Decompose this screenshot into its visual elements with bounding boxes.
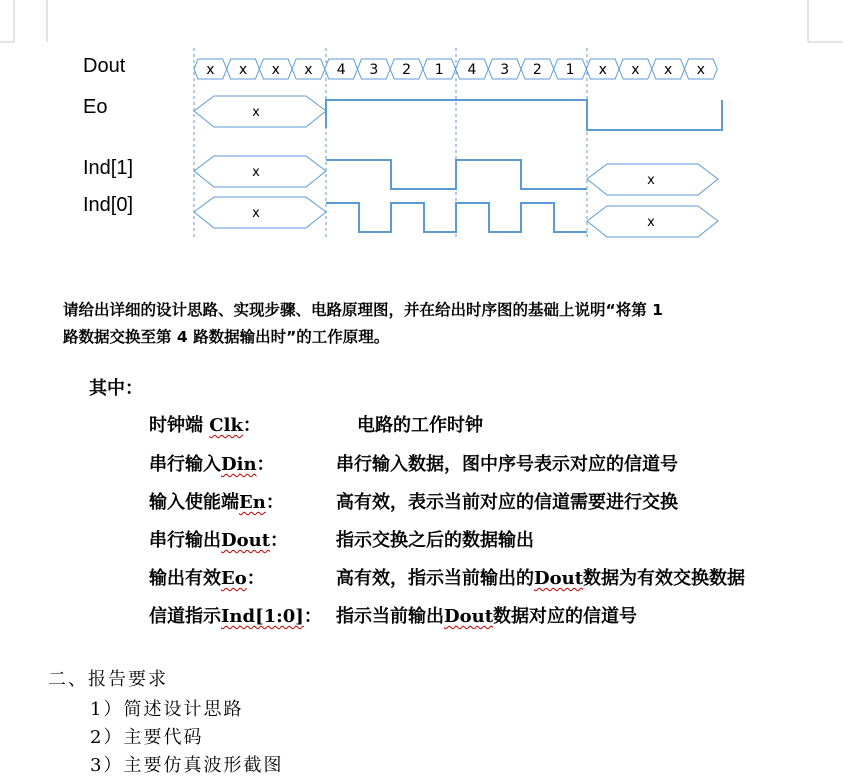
signal-label-ind0: Ind[0]	[83, 194, 134, 216]
desc-suffix: 数据为有效交换数据	[583, 568, 746, 589]
term-suffix: ：	[242, 415, 261, 436]
term-suffix: ：	[270, 530, 289, 551]
term-prefix: 输入使能端	[149, 492, 239, 513]
dout-bus-cell-label: x	[631, 62, 640, 78]
dout-bus-cell-label: 2	[402, 62, 412, 78]
term-signal-name: Eo	[221, 568, 247, 589]
dout-bus-cell-label: x	[664, 62, 673, 78]
dout-bus-cell-label: 3	[500, 62, 510, 78]
definition-term	[149, 450, 275, 476]
definition-term	[149, 526, 288, 552]
definition-desc	[336, 602, 637, 628]
ind1-unknown-label-left: x	[252, 165, 260, 180]
dout-bus-cell-label: x	[696, 62, 705, 78]
dout-bus-cell-label: 1	[434, 62, 444, 78]
question-line-1: 请给出详细的设计思路、实现步骤、电路原理图，并在给出时序图的基础上说明“将第 1	[63, 301, 663, 319]
signal-label-eo: Eo	[83, 96, 108, 118]
term-suffix: ：	[246, 568, 265, 589]
ind0-unknown-label-right: x	[647, 215, 655, 230]
definition-term	[149, 411, 261, 437]
ind1-unknown-hex-left	[194, 156, 326, 187]
eo-waveform	[326, 100, 722, 130]
term-prefix: 信道指示	[149, 606, 221, 627]
term-signal-name: Ind[1:0]	[221, 606, 304, 627]
eo-unknown-label: x	[252, 105, 260, 120]
definition-term	[149, 488, 284, 514]
desc-prefix: 电路的工作时钟	[357, 415, 483, 436]
term-suffix: ：	[303, 606, 322, 627]
dout-bus-cell-label: x	[206, 62, 215, 78]
dout-bus-cell-label: 3	[369, 62, 379, 78]
term-suffix: ：	[256, 454, 275, 475]
desc-signal-name: Dout	[444, 606, 494, 627]
dout-bus-cell-label: 2	[532, 62, 542, 78]
question-line-2: 路数据交换至第 4 路数据输出时”的工作原理。	[63, 328, 390, 346]
definitions-heading: 其中：	[89, 378, 143, 399]
report-section-title: 二、报告要求	[48, 669, 168, 690]
report-item: 1）简述设计思路	[90, 699, 244, 720]
term-prefix: 串行输入	[149, 454, 221, 475]
report-item: 2）主要代码	[90, 727, 204, 748]
dout-bus-cell-label: 4	[467, 62, 477, 78]
definition-desc	[336, 450, 678, 476]
desc-prefix: 指示当前输出	[336, 606, 444, 627]
definition-desc	[336, 526, 534, 552]
desc-prefix: 指示交换之后的数据输出	[336, 530, 534, 551]
definition-term	[149, 602, 322, 628]
term-signal-name: Dout	[221, 530, 271, 551]
ind0-waveform	[326, 203, 587, 232]
ind1-unknown-label-right: x	[647, 173, 655, 188]
dout-bus-cell-label: 4	[336, 62, 346, 78]
ind0-unknown-hex-left	[194, 197, 326, 228]
dout-bus-cell-label: x	[304, 62, 313, 78]
signal-label-dout: Dout	[83, 55, 126, 77]
desc-prefix: 高有效，指示当前输出的	[336, 568, 534, 589]
question-prompt	[63, 297, 823, 351]
definition-desc	[336, 488, 678, 514]
desc-prefix: 串行输入数据，图中序号表示对应的信道号	[336, 454, 678, 475]
ind1-waveform	[326, 160, 587, 189]
signal-label-ind1: Ind[1]	[83, 157, 134, 179]
definition-desc	[357, 411, 483, 437]
term-prefix: 时钟端	[149, 415, 210, 436]
ind0-unknown-label-left: x	[252, 206, 260, 221]
definition-desc	[336, 564, 745, 590]
desc-signal-name: Dout	[534, 568, 584, 589]
timing-diagram	[0, 0, 867, 250]
term-signal-name: En	[239, 492, 266, 513]
definition-term	[149, 564, 265, 590]
dout-bus-cell-label: 1	[565, 62, 575, 78]
term-signal-name: Clk	[209, 415, 243, 436]
term-prefix: 输出有效	[149, 568, 221, 589]
term-prefix: 串行输出	[149, 530, 221, 551]
eo-unknown-hex	[194, 96, 326, 127]
term-signal-name: Din	[221, 454, 257, 475]
dout-bus-cell-label: x	[271, 62, 280, 78]
desc-suffix: 数据对应的信道号	[493, 606, 638, 627]
dout-bus-cell-label: x	[598, 62, 607, 78]
dout-bus-cell-label: x	[238, 62, 248, 78]
term-suffix: ：	[265, 492, 284, 513]
report-item: 3）主要仿真波形截图	[90, 755, 284, 776]
desc-prefix: 高有效，表示当前对应的信道需要进行交换	[336, 492, 678, 513]
